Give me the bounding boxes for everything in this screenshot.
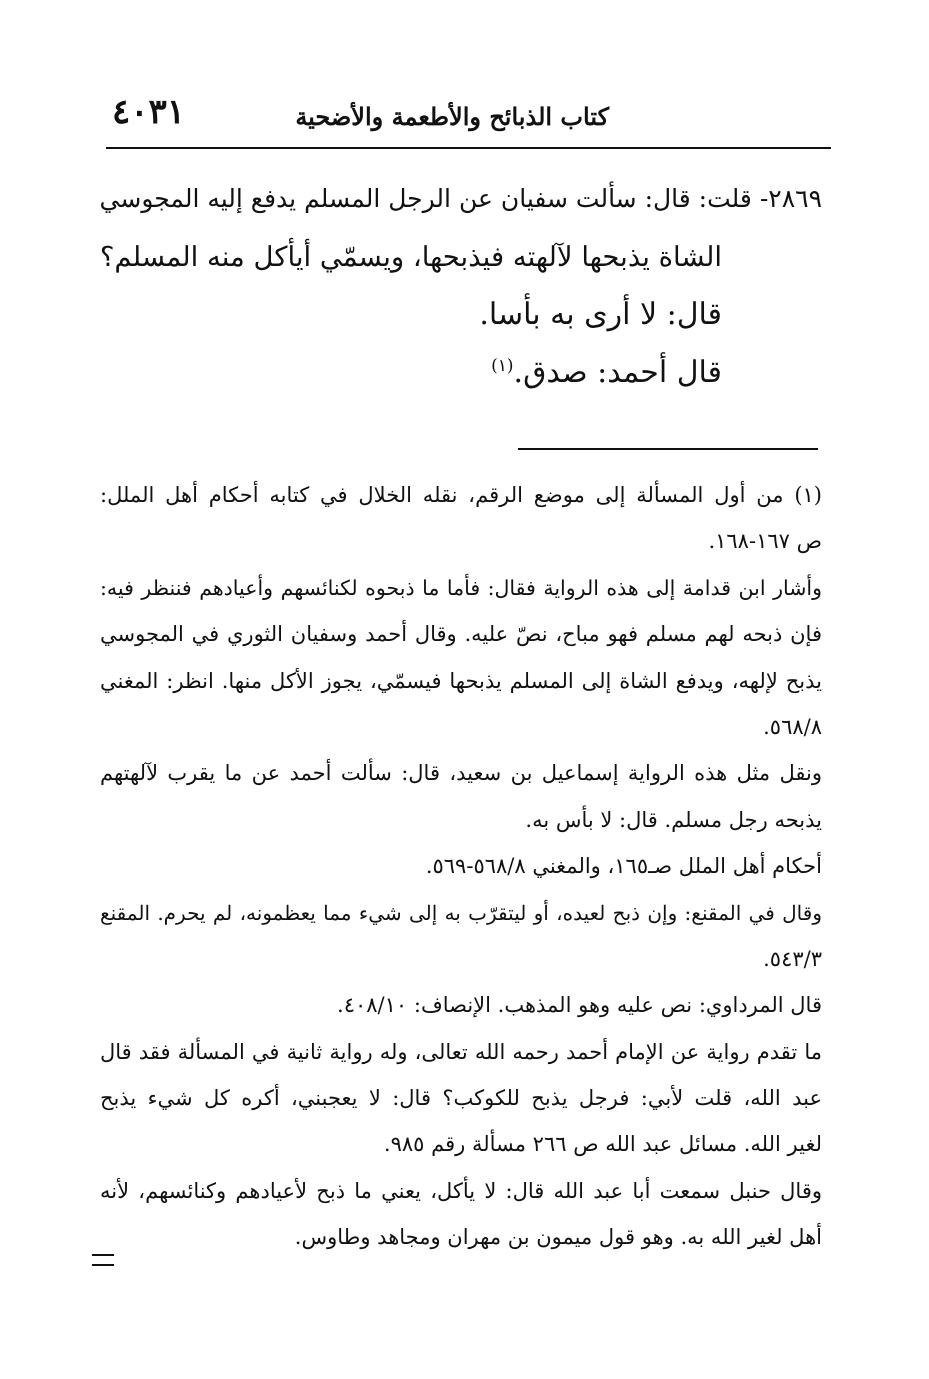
footnote-line: ٥٤٣/٣.	[763, 946, 822, 971]
footnote-line: وأشار ابن قدامة إلى هذه الرواية فقال: فأما ما ذبحوه لكنائسهم وأعيادهم فننظر فيه:	[100, 575, 822, 600]
footnote-line: أهل لغير الله به. وهو قول ميمون بن مهران ومجاهد وطاوس.	[294, 1225, 822, 1250]
footnote-line: ونقل مثل هذه الرواية إسماعيل بن سعيد، قال: سألت أحمد عن ما يقرب لآلهتهم	[100, 761, 822, 786]
footnote-line: ص ١٦٧-١٦٨.	[708, 529, 822, 554]
footnote-separator	[518, 448, 818, 450]
main-line: قال أحمد: صدق.$^{(١)}$	[491, 355, 722, 390]
footnote-line: قال المرداوي: نص عليه وهو المذهب. الإنصاف: ٤٠٨/١٠.	[337, 993, 822, 1018]
running-title: كتاب الذبائح والأطعمة والأضحية	[295, 102, 609, 131]
main-line: الشاة يذبحها لآلهته فيذبحها، ويسمّي أيأكل منه المسلم؟	[99, 241, 722, 273]
header-rule	[106, 147, 831, 149]
footnote-line: أحكام أهل الملل صـ١٦٥، والمغني ٥٦٨/٨-٥٦٩.	[425, 854, 822, 879]
footnote-line: فإن ذبحه لهم مسلم فهو مباح، نصّ عليه. وقال أحمد وسفيان الثوري في المجوسي	[100, 622, 822, 647]
footnote-line: لغير الله. مسائل عبد الله ص ٢٦٦ مسألة رقم ٩٨٥.	[383, 1132, 822, 1157]
page-number: ٤٠٣١	[112, 92, 186, 132]
footnote-line: يذبح لإلهه، ويدفع الشاة إلى المسلم يذبحها فيسمّي، يجوز الأكل منها. انظر: المغني	[100, 668, 822, 693]
footnote-line: وقال حنبل سمعت أبا عبد الله قال: لا يأكل، يعني ما ذبح لأعيادهم وكنائسهم، لأنه	[100, 1178, 822, 1203]
end-mark	[92, 1254, 114, 1266]
footnote-line: عبد الله، قلت لأبي: فرجل يذبح للكوكب؟ قال: لا يعجبني، أكره كل شيء يذبح	[100, 1086, 822, 1111]
footnote-line: يذبحه رجل مسلم. قال: لا بأس به.	[525, 807, 822, 832]
footnote-line: ٥٦٨/٨.	[763, 714, 822, 739]
page-header	[104, 88, 831, 148]
footnote-line: ما تقدم رواية عن الإمام أحمد رحمه الله تعالى، وله رواية ثانية في المسألة فقد قال	[100, 1039, 822, 1064]
footnote-line: وقال في المقنع: وإن ذبح لعيده، أو ليتقرّب به إلى شيء مما يعظمونه، لم يحرم. المقنع	[100, 900, 822, 925]
main-text	[100, 170, 822, 402]
footnotes	[100, 472, 822, 1261]
main-line: ٢٨٦٩- قلت: قال: سألت سفيان عن الرجل المسلم يدفع إليه المجوسي	[99, 184, 822, 213]
main-line: قال: لا أرى به بأسا.	[479, 297, 722, 332]
footnote-line: (١) من أول المسألة إلى موضع الرقم، نقله الخلال في كتابه أحكام أهل الملل:	[100, 483, 822, 507]
footnote-reference: (١)	[491, 356, 514, 376]
